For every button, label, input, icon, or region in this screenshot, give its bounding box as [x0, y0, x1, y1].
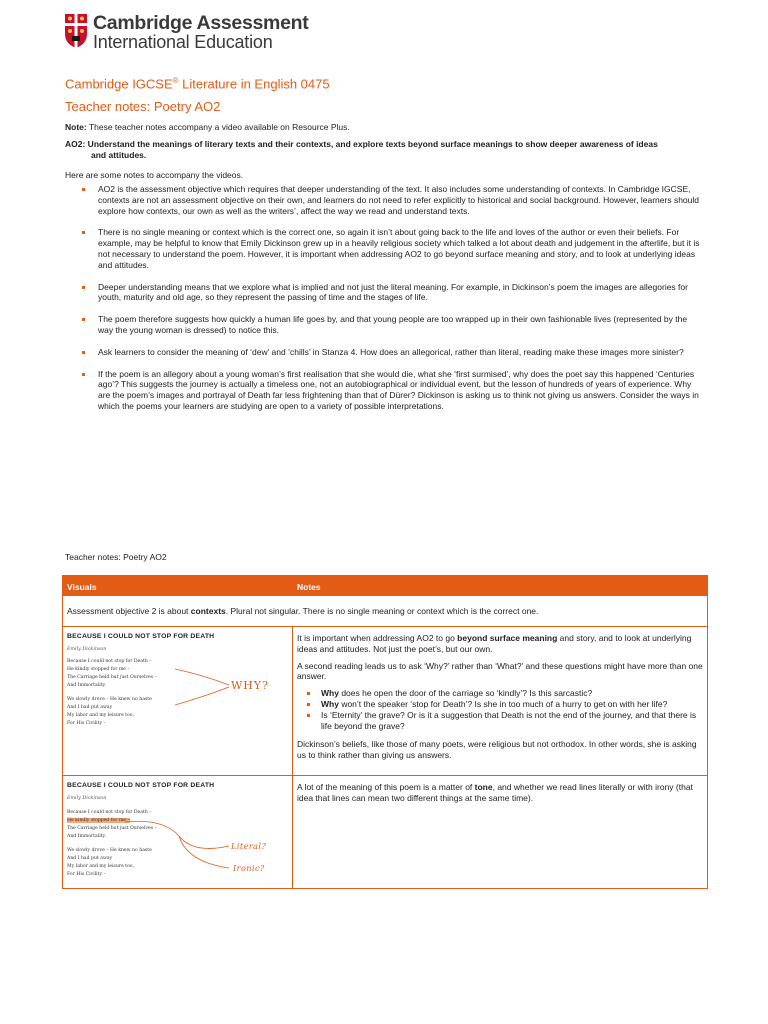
- notes-paragraph: Dickinson’s beliefs, like those of many poets, were religious but not orthodox. In other words, she is asking us to think rather than giving us answers.: [297, 739, 697, 761]
- poem-line: Because I could not stop for Death –: [67, 810, 152, 815]
- arrow-lines-icon: [173, 661, 233, 711]
- poem-line: And I had put away: [67, 856, 113, 861]
- section-label: Teacher notes: Poetry AO2: [65, 552, 167, 562]
- poem-line: The Carriage held but just Ourselves –: [67, 826, 157, 831]
- page-title: Teacher notes: Poetry AO2: [65, 99, 221, 114]
- note-line: Note: These teacher notes accompany a video available on Resource Plus.: [65, 122, 350, 132]
- notes-paragraph: A lot of the meaning of this poem is a matter of tone, and whether we read lines literally or with irony (that idea that lines can mean two different things at the same time).: [297, 782, 693, 803]
- bullet-icon: [82, 318, 85, 321]
- list-item: There is no single meaning or context which is the correct one, so again it isn’t about going back to the life and loves of the author or even their beliefs. For example, may be helpful to know that Emily Dickinson grew up in a heavily religious society which talked a lot about death and judgement in the afterlife, but it is not necessary to understand the poem. However, it is important when addressing AO2 to go beyond surface meaning and story, and to look at underlying ideas and attitudes.: [80, 227, 704, 270]
- poem-line: For His Civility –: [67, 721, 106, 726]
- list-item: Why won’t the speaker ‘stop for Death’? Is she in too much of a hurry to get on with her life?: [315, 699, 703, 710]
- notes-cell: [293, 776, 707, 888]
- ao2-statement: AO2: Understand the meanings of literary texts and their contexts, and explore texts beyond surface meanings to show deeper awareness of ideas and attitudes.: [65, 139, 658, 160]
- header-notes: Notes: [297, 582, 321, 592]
- bullet-icon: [82, 286, 85, 289]
- table-row: [63, 596, 707, 627]
- poem-line: And Immortality.: [67, 834, 106, 839]
- logo-line1: Cambridge Assessment: [93, 12, 309, 34]
- questions-list: [297, 688, 703, 731]
- list-item: Why does he open the door of the carriage so ‘kindly’? Is this sarcastic?: [315, 688, 703, 699]
- row1-text: Assessment objective 2 is about contexts. Plural not singular. There is no single meaning or context which is the correct one.: [67, 606, 539, 616]
- header-visuals: Visuals: [67, 582, 97, 592]
- logo-line2: International Education: [93, 32, 273, 52]
- ironic-label: Ironic?: [233, 864, 265, 873]
- poem-visual-tone: [63, 776, 293, 888]
- cambridge-shield-icon: [65, 14, 87, 48]
- poem-author: Emily Dickinson: [67, 796, 107, 801]
- notes-paragraph: It is important when addressing AO2 to go beyond surface meaning and story, and to look at underlying ideas and attitudes. Not just the poet’s, but our own.: [297, 633, 692, 654]
- notes-paragraph: A second reading leads us to ask ‘Why?’ rather than ‘What?’ and these questions might have more than one answer.: [297, 660, 703, 682]
- arrow-lines-icon: [123, 816, 233, 876]
- poem-line: And I had put away: [67, 705, 113, 710]
- bullet-icon: [82, 231, 85, 234]
- list-item: Deeper understanding means that we explore what is implied and not just the literal meaning. For example, in Dickinson’s poem the images are allegories for youth, maturity and old age, so they represent the passing of time and the stages of life.: [80, 282, 704, 304]
- poem-line: My labor and my leisure too,: [67, 713, 135, 718]
- poem-line: We slowly drove – He knew no haste: [67, 697, 152, 702]
- literal-label: Literal?: [231, 842, 267, 851]
- poem-line: And Immortality.: [67, 683, 106, 688]
- poem-line: My labor and my leisure too,: [67, 864, 135, 869]
- poem-line: The Carriage held but just Ourselves –: [67, 675, 157, 680]
- why-label: WHY?: [231, 679, 270, 692]
- poem-line-highlighted: He kindly stopped for me –: [67, 818, 130, 823]
- intro-text: Here are some notes to accompany the videos.: [65, 170, 244, 180]
- notes-cell: [293, 627, 707, 775]
- poem-line: We slowly drove – He knew no haste: [67, 848, 152, 853]
- cambridge-logo: [65, 14, 308, 52]
- poem-line: He kindly stopped for me –: [67, 667, 130, 672]
- poem-visual-why: [63, 627, 293, 775]
- list-item: AO2 is the assessment objective which requires that deeper understanding of the text. It also includes some understanding of contexts. In Cambridge IGCSE, contexts are not an assessment objective on their own, and learners do not need to refer explicitly to historical and social background. However, learners should explore how contexts, our own as well as the writers’, affect the way we read and understand texts.: [80, 184, 704, 216]
- list-item: Is ‘Eternity’ the grave? Or is it a suggestion that Death is not the end of the journey, and that there is life beyond the grave?: [315, 710, 703, 732]
- poem-author: Emily Dickinson: [67, 647, 107, 652]
- poem-line: Because I could not stop for Death –: [67, 659, 152, 664]
- visuals-notes-table: [62, 575, 708, 889]
- list-item: Ask learners to consider the meaning of ‘dew’ and ‘chills’ in Stanza 4. How does an allegorical, rather than literal, reading make these images more sinister?: [80, 347, 704, 358]
- poem-line: For His Civility –: [67, 872, 106, 877]
- poem-title: BECAUSE I COULD NOT STOP FOR DEATH: [67, 633, 215, 640]
- notes-list: [80, 184, 704, 423]
- poem-title: BECAUSE I COULD NOT STOP FOR DEATH: [67, 782, 215, 789]
- bullet-icon: [82, 351, 85, 354]
- list-item: If the poem is an allegory about a young woman’s first realisation that she would die, what she ‘first surmised’, why does the poet say this happened ‘Centuries ago’? This suggests the journey is actually a timeless one, not an autobiographical or individual event, but the lesson of hundreds of years of experience. Why are the poem’s images and portrayal of Death far less frightening than that of Dürer? Dickinson is asking us to think not giving us answers. Consider the ways in which the poems your learners are studying are open to a variety of possible interpretations.: [80, 369, 704, 412]
- table-header: [63, 576, 707, 596]
- course-title: Cambridge IGCSE® Literature in English 0475: [65, 76, 330, 92]
- list-item: The poem therefore suggests how quickly a human life goes by, and that young people are too wrapped up in their own fashionable lives (represented by the way the young woman is dressed) to notice this.: [80, 314, 704, 336]
- bullet-icon: [82, 373, 85, 376]
- bullet-icon: [82, 188, 85, 191]
- table-row: [63, 627, 707, 776]
- table-row: [63, 776, 707, 888]
